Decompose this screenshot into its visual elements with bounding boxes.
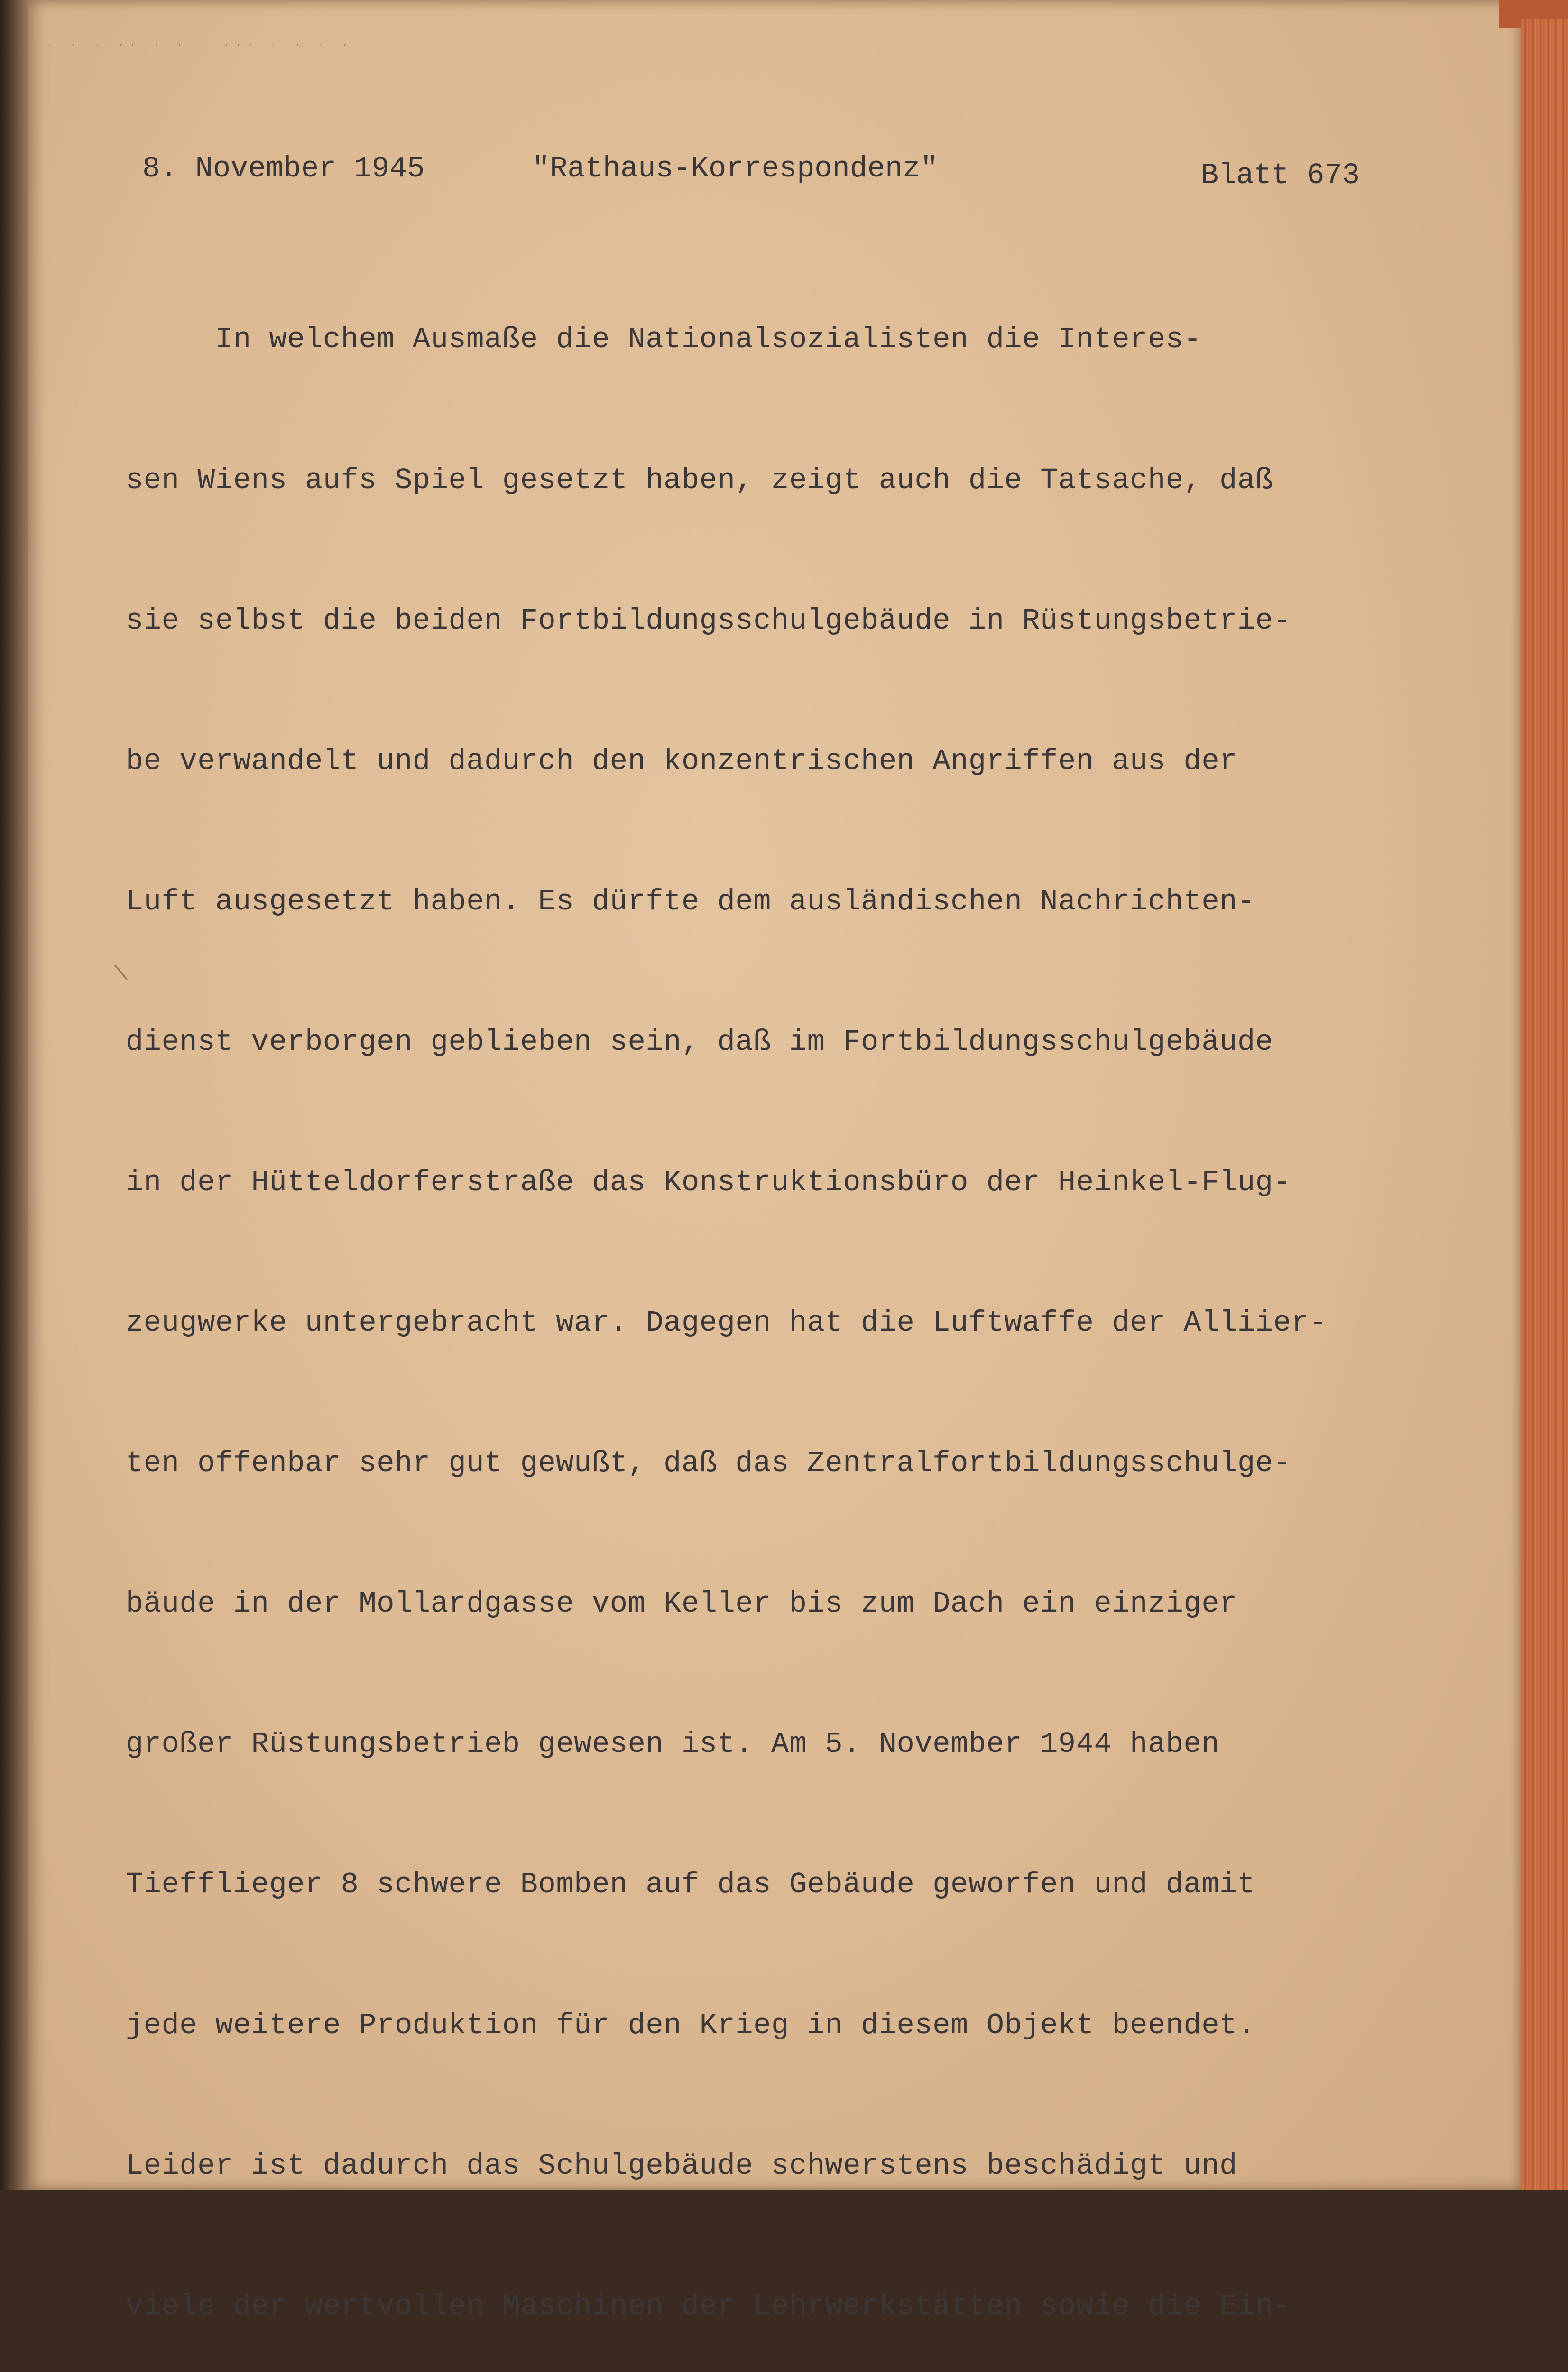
text-line: in der Hütteldorferstraße das Konstruktionsbüro der Heinkel-Flug- (126, 1165, 1291, 1199)
text-line: bäude in der Mollardgasse vom Keller bis zum Dach ein einziger (126, 1587, 1237, 1621)
text-line: ten offenbar sehr gut gewußt, daß das Zentralfortbildungsschulge- (126, 1446, 1291, 1481)
text-line: sie selbst die beiden Fortbildungsschulgebäude in Rüstungsbetrie- (126, 603, 1291, 638)
text-line: dienst verborgen geblieben sein, daß im Fortbildungsschulgebäude (126, 1025, 1273, 1059)
text-line: sen Wiens aufs Spiel gesetzt haben, zeigt auch die Tatsache, daß (126, 463, 1273, 497)
text-line: zeugwerke untergebracht war. Dagegen hat die Luftwaffe der Alliier- (126, 1306, 1328, 1340)
text-line: großer Rüstungsbetrieb gewesen ist. Am 5. November 1944 haben (126, 1727, 1220, 1761)
text-line: Luft ausgesetzt haben. Es dürfte dem ausländischen Nachrichten- (126, 884, 1255, 918)
book-binding-edge (0, 0, 28, 2190)
text-line: jede weitere Produktion für den Krieg in diesem Objekt beendet. (126, 2008, 1255, 2042)
body-text (126, 223, 1416, 2372)
binding-specks: ' ' ' '' ' ' ' ''' ' ' ' ' (47, 43, 354, 53)
text-line: Tiefflieger 8 schwere Bomben auf das Gebäude geworfen und damit (126, 1868, 1255, 1902)
text-line: viele der wertvollen Maschinen der Lehrwerkstätten sowie die Ein- (126, 2289, 1291, 2323)
page-stack-edge (1521, 19, 1568, 2190)
header-sheet-number: Blatt 673 (1201, 158, 1360, 192)
header-date: 8. November 1945 (142, 152, 425, 185)
text-line: be verwandelt und dadurch den konzentrischen Angriffen aus der (126, 744, 1237, 778)
text-line: Leider ist dadurch das Schulgebäude schwerstens beschädigt und (126, 2149, 1237, 2183)
header-publication-title: "Rathaus-Korrespondenz" (532, 152, 938, 185)
page-header (142, 152, 1375, 199)
text-line: In welchem Ausmaße die Nationalsozialisten die Interes- (126, 323, 1202, 357)
